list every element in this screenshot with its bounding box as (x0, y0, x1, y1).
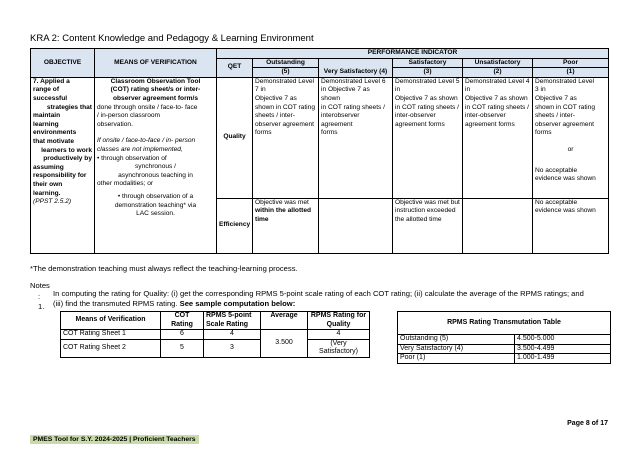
table-row: Outstanding (5) 4.500-5.000 (398, 335, 611, 345)
efficiency-satisfactory: Objective was met but instruction exceeded the allotted time (393, 198, 463, 253)
efficiency-poor: No acceptable evidence was shown (533, 198, 609, 253)
calc-header-average: Average (261, 312, 308, 330)
calc-header-mov: Means of Verification (61, 312, 161, 330)
efficiency-very-satisfactory (319, 198, 393, 253)
quality-satisfactory: Demonstrated Level 5 in Objective 7 as shown in COT rating sheets / inter-observer agreement forms (393, 77, 463, 198)
performance-indicator-table (30, 48, 609, 254)
header-poor: Poor (533, 58, 609, 68)
header-performance-indicator: PERFORMANCE INDICATOR (217, 49, 609, 59)
quality-very-satisfactory: Demonstrated Level 6 in Objective 7 as shown in COT rating sheets / interobserver agreement forms (319, 77, 393, 198)
header-qet: QET (217, 58, 253, 77)
notes-text: In computing the rating for Quality: (i) get the corresponding RPMS 5-point scale rating of each COT rating; (ii) calculate the average of the RPMS ratings; and (iii) find the transmuted RPMS rating. See sample computation below: (53, 289, 584, 308)
page-number: Page 8 of 17 (567, 420, 608, 427)
efficiency-unsatisfactory (463, 198, 533, 253)
efficiency-outstanding: Objective was met within the allotted time (253, 198, 319, 253)
demo-teaching-note: *The demonstration teaching must always reflect the teaching-learning process. (30, 264, 298, 273)
notes-numbering: : 1. (38, 292, 45, 311)
transmutation-table (397, 311, 611, 364)
transmutation-title: RPMS Rating Transmutation Table (398, 312, 611, 335)
calc-header-cot: COT Rating (161, 312, 204, 330)
objective-text: 7. Applied a range of successful strategies that maintain learning environments that motivate learners to work productively by assuming responsibility for their own learning. (PPST 2.5.2) (33, 77, 92, 206)
header-poor-num: (1) (533, 68, 609, 78)
objective-cell (31, 77, 95, 253)
header-unsatisfactory-num: (2) (463, 68, 533, 78)
quality-poor: Demonstrated Level 3 in Objective 7 as shown in COT rating sheets / inter- observer agreement forms or No acceptable evidence was shown (533, 77, 609, 198)
sample-computation-table (60, 311, 370, 358)
quality-unsatisfactory: Demonstrated Level 4 in Objective 7 as shown in COT rating sheets / inter-observer agreement forms (463, 77, 533, 198)
calc-header-rpms: RPMS 5-point Scale Rating (204, 312, 261, 330)
table-row: COT Rating Sheet 1 6 4 3.500 4 (61, 330, 370, 340)
header-means-of-verification: MEANS OF VERIFICATION (95, 49, 217, 78)
table-row: Very Satisfactory (4) 3.500-4.499 (398, 344, 611, 354)
qet-quality: Quality (217, 77, 253, 198)
header-satisfactory-num: (3) (393, 68, 463, 78)
table-row: COT Rating Sheet 2 5 3 (Very Satisfactory) (61, 339, 370, 357)
calc-header-quality: RPMS Rating for Quality (308, 312, 370, 330)
header-satisfactory: Satisfactory (393, 58, 463, 68)
means-of-verification-cell: Classroom Observation Tool (COT) rating sheet/s or inter- observer agreement form/s done through onsite / face-to- face / in-person classroom observation. If onsite / face-to-face / in- person classes are not implemented, • through observation of synchronous / asynchronous teaching in other modalities; or • through observation of a demonstration teaching* via LAC session. (95, 77, 217, 253)
header-unsatisfactory: Unsatisfactory (463, 58, 533, 68)
header-outstanding-num: (5) (253, 68, 319, 78)
header-outstanding: Outstanding (253, 58, 319, 68)
table-row: Poor (1) 1.000-1.499 (398, 354, 611, 364)
header-objective: OBJECTIVE (31, 49, 95, 78)
footer-label: PMES Tool for S.Y. 2024-2025 | Proficient Teachers (30, 435, 199, 444)
quality-outstanding: Demonstrated Level 7 in Objective 7 as shown in COT rating sheets / inter- observer agreement forms (253, 77, 319, 198)
qet-efficiency: Efficiency (217, 198, 253, 253)
notes-label: Notes (30, 281, 50, 290)
page-title: KRA 2: Content Knowledge and Pedagogy & Learning Environment (30, 33, 314, 44)
header-very-satisfactory: Very Satisfactory (4) (319, 58, 393, 77)
